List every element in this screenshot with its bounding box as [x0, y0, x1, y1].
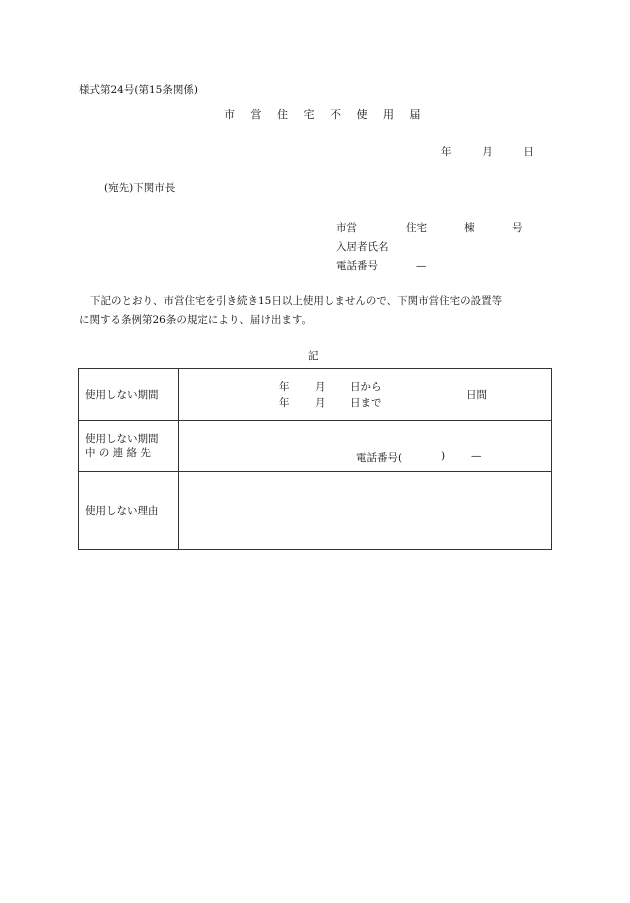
- contact-label-line-2: 中 の 連 絡 先: [85, 447, 151, 459]
- date-line: [441, 144, 534, 159]
- days-label: 日間: [466, 389, 487, 401]
- contact-label: [79, 421, 179, 472]
- body-line-2: に関する条例第26条の規定により、届け出ます。: [79, 314, 313, 326]
- to-day-label: 日まで: [350, 397, 382, 409]
- mune-label: 棟: [464, 222, 475, 234]
- go-label: 号: [512, 222, 523, 234]
- shiei-label: 市営: [336, 222, 357, 234]
- contact-value-cell: [179, 421, 552, 472]
- date-month-label: 月: [482, 146, 493, 158]
- contact-phone-dash: —: [471, 450, 482, 462]
- table-row: [79, 369, 552, 421]
- from-year-label: 年: [279, 381, 290, 393]
- table-row: [79, 421, 552, 472]
- table-row: [79, 472, 552, 550]
- ki-heading: 記: [308, 350, 319, 362]
- phone-dash: —: [416, 260, 427, 272]
- reason-value-cell: [179, 472, 552, 550]
- resident-name-label: 入居者氏名: [336, 241, 389, 253]
- form-number: 様式第24号(第15条関係): [79, 84, 198, 96]
- body-line-1: 下記のとおり、市営住宅を引き続き15日以上使用しませんので、下関市営住宅の設置等: [90, 295, 503, 307]
- document-title: 市 営 住 宅 不 使 用 届: [224, 108, 427, 121]
- body-paragraph: [79, 292, 502, 330]
- contact-phone-paren: ): [441, 450, 446, 462]
- contact-phone-label: 電話番号(: [356, 452, 403, 464]
- date-day-label: 日: [523, 146, 534, 158]
- jutaku-label: 住宅: [406, 222, 427, 234]
- contact-label-line-1: 使用しない期間: [85, 433, 159, 445]
- from-day-label: 日から: [350, 381, 382, 393]
- from-month-label: 月: [315, 381, 326, 393]
- reason-label: 使用しない理由: [79, 472, 179, 550]
- phone-label: 電話番号: [336, 260, 378, 272]
- period-label: 使用しない期間: [79, 369, 179, 421]
- notice-table: [78, 368, 552, 550]
- to-month-label: 月: [315, 397, 326, 409]
- period-value-cell: [179, 369, 552, 421]
- date-year-label: 年: [441, 146, 452, 158]
- addressee: (宛先)下関市長: [104, 182, 176, 194]
- to-year-label: 年: [279, 397, 290, 409]
